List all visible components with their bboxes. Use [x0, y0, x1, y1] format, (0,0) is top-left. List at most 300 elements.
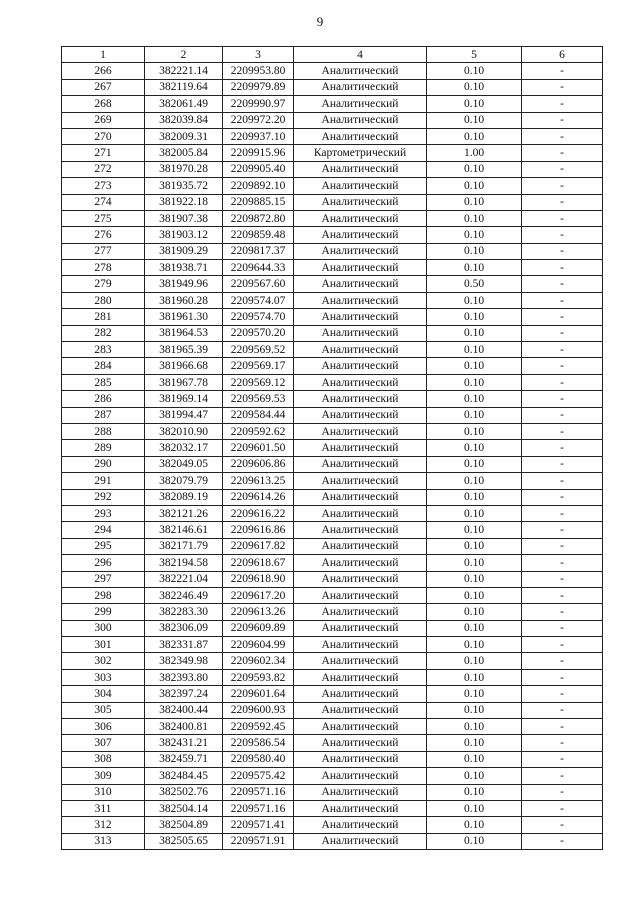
column-header: 5	[427, 47, 522, 63]
accuracy-cell: 0.10	[427, 653, 522, 669]
note-cell: -	[522, 292, 603, 308]
accuracy-cell: 0.10	[427, 768, 522, 784]
column-header: 4	[294, 47, 427, 63]
point-number-cell: 291	[62, 473, 145, 489]
table-row	[62, 145, 603, 161]
note-cell: -	[522, 505, 603, 521]
point-number-cell: 293	[62, 505, 145, 521]
x-coordinate-cell: 381964.53	[145, 325, 223, 341]
table-row	[62, 227, 603, 243]
x-coordinate-cell: 382221.04	[145, 571, 223, 587]
x-coordinate-cell: 382121.26	[145, 505, 223, 521]
method-cell: Аналитический	[294, 538, 427, 554]
x-coordinate-cell: 382349.98	[145, 653, 223, 669]
accuracy-cell: 0.10	[427, 227, 522, 243]
y-coordinate-cell: 2209872.80	[223, 210, 294, 226]
table-row	[62, 719, 603, 735]
y-coordinate-cell: 2209567.60	[223, 276, 294, 292]
x-coordinate-cell: 382009.31	[145, 128, 223, 144]
method-cell: Аналитический	[294, 833, 427, 849]
table-row	[62, 833, 603, 849]
table-row	[62, 456, 603, 472]
method-cell: Аналитический	[294, 161, 427, 177]
x-coordinate-cell: 382504.89	[145, 817, 223, 833]
point-number-cell: 294	[62, 522, 145, 538]
x-coordinate-cell: 381935.72	[145, 178, 223, 194]
method-cell: Аналитический	[294, 505, 427, 521]
point-number-cell: 292	[62, 489, 145, 505]
method-cell: Аналитический	[294, 768, 427, 784]
note-cell: -	[522, 817, 603, 833]
column-header: 3	[223, 47, 294, 63]
method-cell: Аналитический	[294, 391, 427, 407]
x-coordinate-cell: 382061.49	[145, 96, 223, 112]
y-coordinate-cell: 2209592.62	[223, 423, 294, 439]
x-coordinate-cell: 381966.68	[145, 358, 223, 374]
y-coordinate-cell: 2209892.10	[223, 178, 294, 194]
y-coordinate-cell: 2209592.45	[223, 719, 294, 735]
point-number-cell: 303	[62, 669, 145, 685]
accuracy-cell: 0.10	[427, 587, 522, 603]
table-body	[62, 63, 603, 850]
table-row	[62, 817, 603, 833]
accuracy-cell: 0.10	[427, 358, 522, 374]
method-cell: Картометрический	[294, 145, 427, 161]
y-coordinate-cell: 2209600.93	[223, 702, 294, 718]
note-cell: -	[522, 751, 603, 767]
note-cell: -	[522, 325, 603, 341]
page-number: 9	[316, 14, 324, 29]
x-coordinate-cell: 381967.78	[145, 374, 223, 390]
accuracy-cell: 0.10	[427, 669, 522, 685]
point-number-cell: 297	[62, 571, 145, 587]
point-number-cell: 287	[62, 407, 145, 423]
point-number-cell: 276	[62, 227, 145, 243]
note-cell: -	[522, 473, 603, 489]
point-number-cell: 296	[62, 555, 145, 571]
method-cell: Аналитический	[294, 276, 427, 292]
point-number-cell: 267	[62, 79, 145, 95]
note-cell: -	[522, 653, 603, 669]
y-coordinate-cell: 2209584.44	[223, 407, 294, 423]
method-cell: Аналитический	[294, 817, 427, 833]
y-coordinate-cell: 2209905.40	[223, 161, 294, 177]
method-cell: Аналитический	[294, 194, 427, 210]
method-cell: Аналитический	[294, 702, 427, 718]
y-coordinate-cell: 2209601.50	[223, 440, 294, 456]
table-row	[62, 423, 603, 439]
x-coordinate-cell: 381922.18	[145, 194, 223, 210]
note-cell: -	[522, 309, 603, 325]
table-row	[62, 325, 603, 341]
x-coordinate-cell: 382079.79	[145, 473, 223, 489]
method-cell: Аналитический	[294, 489, 427, 505]
accuracy-cell: 0.10	[427, 735, 522, 751]
table-row	[62, 587, 603, 603]
y-coordinate-cell: 2209586.54	[223, 735, 294, 751]
accuracy-cell: 0.10	[427, 719, 522, 735]
table-row	[62, 96, 603, 112]
accuracy-cell: 0.10	[427, 407, 522, 423]
table-row	[62, 505, 603, 521]
accuracy-cell: 0.10	[427, 309, 522, 325]
column-header: 1	[62, 47, 145, 63]
table-row	[62, 243, 603, 259]
accuracy-cell: 0.10	[427, 342, 522, 358]
note-cell: -	[522, 571, 603, 587]
note-cell: -	[522, 112, 603, 128]
table-row	[62, 309, 603, 325]
accuracy-cell: 0.10	[427, 800, 522, 816]
note-cell: -	[522, 358, 603, 374]
note-cell: -	[522, 161, 603, 177]
method-cell: Аналитический	[294, 178, 427, 194]
note-cell: -	[522, 587, 603, 603]
accuracy-cell: 0.10	[427, 456, 522, 472]
table-row	[62, 292, 603, 308]
note-cell: -	[522, 735, 603, 751]
accuracy-cell: 0.10	[427, 194, 522, 210]
accuracy-cell: 0.10	[427, 210, 522, 226]
point-number-cell: 301	[62, 637, 145, 653]
note-cell: -	[522, 456, 603, 472]
accuracy-cell: 0.10	[427, 702, 522, 718]
method-cell: Аналитический	[294, 522, 427, 538]
y-coordinate-cell: 2209817.37	[223, 243, 294, 259]
method-cell: Аналитический	[294, 260, 427, 276]
note-cell: -	[522, 620, 603, 636]
accuracy-cell: 0.10	[427, 423, 522, 439]
y-coordinate-cell: 2209859.48	[223, 227, 294, 243]
note-cell: -	[522, 128, 603, 144]
x-coordinate-cell: 382400.44	[145, 702, 223, 718]
accuracy-cell: 0.10	[427, 63, 522, 79]
point-number-cell: 274	[62, 194, 145, 210]
note-cell: -	[522, 538, 603, 554]
accuracy-cell: 0.10	[427, 571, 522, 587]
x-coordinate-cell: 382039.84	[145, 112, 223, 128]
point-number-cell: 278	[62, 260, 145, 276]
table-row	[62, 702, 603, 718]
note-cell: -	[522, 374, 603, 390]
y-coordinate-cell: 2209601.64	[223, 686, 294, 702]
method-cell: Аналитический	[294, 686, 427, 702]
point-number-cell: 266	[62, 63, 145, 79]
method-cell: Аналитический	[294, 653, 427, 669]
point-number-cell: 300	[62, 620, 145, 636]
point-number-cell: 298	[62, 587, 145, 603]
accuracy-cell: 0.10	[427, 292, 522, 308]
note-cell: -	[522, 63, 603, 79]
table-row	[62, 538, 603, 554]
table-row	[62, 342, 603, 358]
method-cell: Аналитический	[294, 309, 427, 325]
accuracy-cell: 0.10	[427, 817, 522, 833]
table-row	[62, 571, 603, 587]
table-row	[62, 440, 603, 456]
accuracy-cell: 0.10	[427, 243, 522, 259]
point-number-cell: 271	[62, 145, 145, 161]
method-cell: Аналитический	[294, 456, 427, 472]
y-coordinate-cell: 2209616.86	[223, 522, 294, 538]
note-cell: -	[522, 423, 603, 439]
table-row	[62, 620, 603, 636]
note-cell: -	[522, 79, 603, 95]
accuracy-cell: 0.10	[427, 489, 522, 505]
x-coordinate-cell: 382005.84	[145, 145, 223, 161]
note-cell: -	[522, 342, 603, 358]
point-number-cell: 306	[62, 719, 145, 735]
table-row	[62, 161, 603, 177]
accuracy-cell: 0.10	[427, 260, 522, 276]
y-coordinate-cell: 2209616.22	[223, 505, 294, 521]
x-coordinate-cell: 382400.81	[145, 719, 223, 735]
method-cell: Аналитический	[294, 325, 427, 341]
point-number-cell: 311	[62, 800, 145, 816]
point-number-cell: 272	[62, 161, 145, 177]
accuracy-cell: 0.10	[427, 473, 522, 489]
accuracy-cell: 0.10	[427, 440, 522, 456]
method-cell: Аналитический	[294, 784, 427, 800]
note-cell: -	[522, 604, 603, 620]
y-coordinate-cell: 2209575.42	[223, 768, 294, 784]
accuracy-cell: 0.10	[427, 161, 522, 177]
method-cell: Аналитический	[294, 128, 427, 144]
table-row	[62, 751, 603, 767]
table-row	[62, 391, 603, 407]
accuracy-cell: 0.10	[427, 374, 522, 390]
table-row	[62, 735, 603, 751]
point-number-cell: 280	[62, 292, 145, 308]
accuracy-cell: 1.00	[427, 145, 522, 161]
x-coordinate-cell: 382049.05	[145, 456, 223, 472]
column-header: 2	[145, 47, 223, 63]
accuracy-cell: 0.10	[427, 833, 522, 849]
point-number-cell: 282	[62, 325, 145, 341]
x-coordinate-cell: 382393.80	[145, 669, 223, 685]
method-cell: Аналитический	[294, 292, 427, 308]
method-cell: Аналитический	[294, 63, 427, 79]
accuracy-cell: 0.10	[427, 555, 522, 571]
y-coordinate-cell: 2209937.10	[223, 128, 294, 144]
table-row	[62, 686, 603, 702]
x-coordinate-cell: 382221.14	[145, 63, 223, 79]
accuracy-cell: 0.10	[427, 538, 522, 554]
note-cell: -	[522, 719, 603, 735]
note-cell: -	[522, 178, 603, 194]
point-number-cell: 281	[62, 309, 145, 325]
y-coordinate-cell: 2209569.52	[223, 342, 294, 358]
y-coordinate-cell: 2209602.34	[223, 653, 294, 669]
table-row	[62, 522, 603, 538]
y-coordinate-cell: 2209580.40	[223, 751, 294, 767]
note-cell: -	[522, 276, 603, 292]
y-coordinate-cell: 2209571.16	[223, 784, 294, 800]
method-cell: Аналитический	[294, 407, 427, 423]
accuracy-cell: 0.10	[427, 522, 522, 538]
note-cell: -	[522, 522, 603, 538]
method-cell: Аналитический	[294, 751, 427, 767]
method-cell: Аналитический	[294, 571, 427, 587]
method-cell: Аналитический	[294, 374, 427, 390]
y-coordinate-cell: 2209604.99	[223, 637, 294, 653]
x-coordinate-cell: 382306.09	[145, 620, 223, 636]
method-cell: Аналитический	[294, 669, 427, 685]
accuracy-cell: 0.10	[427, 620, 522, 636]
accuracy-cell: 0.10	[427, 751, 522, 767]
note-cell: -	[522, 768, 603, 784]
method-cell: Аналитический	[294, 358, 427, 374]
table-row	[62, 358, 603, 374]
table-row	[62, 79, 603, 95]
point-number-cell: 304	[62, 686, 145, 702]
y-coordinate-cell: 2209990.97	[223, 96, 294, 112]
y-coordinate-cell: 2209614.26	[223, 489, 294, 505]
accuracy-cell: 0.50	[427, 276, 522, 292]
point-number-cell: 309	[62, 768, 145, 784]
x-coordinate-cell: 381965.39	[145, 342, 223, 358]
x-coordinate-cell: 382032.17	[145, 440, 223, 456]
accuracy-cell: 0.10	[427, 112, 522, 128]
point-number-cell: 268	[62, 96, 145, 112]
note-cell: -	[522, 784, 603, 800]
point-number-cell: 290	[62, 456, 145, 472]
table-row	[62, 784, 603, 800]
x-coordinate-cell: 382171.79	[145, 538, 223, 554]
accuracy-cell: 0.10	[427, 686, 522, 702]
x-coordinate-cell: 382146.61	[145, 522, 223, 538]
table-row	[62, 669, 603, 685]
y-coordinate-cell: 2209606.86	[223, 456, 294, 472]
point-number-cell: 269	[62, 112, 145, 128]
accuracy-cell: 0.10	[427, 637, 522, 653]
x-coordinate-cell: 382484.45	[145, 768, 223, 784]
table-row	[62, 194, 603, 210]
table-row	[62, 768, 603, 784]
x-coordinate-cell: 382194.58	[145, 555, 223, 571]
point-number-cell: 270	[62, 128, 145, 144]
accuracy-cell: 0.10	[427, 325, 522, 341]
method-cell: Аналитический	[294, 79, 427, 95]
y-coordinate-cell: 2209644.33	[223, 260, 294, 276]
point-number-cell: 312	[62, 817, 145, 833]
method-cell: Аналитический	[294, 243, 427, 259]
note-cell: -	[522, 669, 603, 685]
method-cell: Аналитический	[294, 473, 427, 489]
accuracy-cell: 0.10	[427, 178, 522, 194]
point-number-cell: 273	[62, 178, 145, 194]
point-number-cell: 277	[62, 243, 145, 259]
x-coordinate-cell: 382089.19	[145, 489, 223, 505]
accuracy-cell: 0.10	[427, 604, 522, 620]
note-cell: -	[522, 833, 603, 849]
x-coordinate-cell: 382505.65	[145, 833, 223, 849]
table-row	[62, 604, 603, 620]
x-coordinate-cell: 382504.14	[145, 800, 223, 816]
point-number-cell: 299	[62, 604, 145, 620]
y-coordinate-cell: 2209617.20	[223, 587, 294, 603]
y-coordinate-cell: 2209609.89	[223, 620, 294, 636]
x-coordinate-cell: 381970.28	[145, 161, 223, 177]
method-cell: Аналитический	[294, 620, 427, 636]
point-number-cell: 286	[62, 391, 145, 407]
note-cell: -	[522, 407, 603, 423]
note-cell: -	[522, 555, 603, 571]
point-number-cell: 288	[62, 423, 145, 439]
method-cell: Аналитический	[294, 604, 427, 620]
table-row	[62, 489, 603, 505]
table-row	[62, 63, 603, 79]
x-coordinate-cell: 381960.28	[145, 292, 223, 308]
table-row	[62, 800, 603, 816]
method-cell: Аналитический	[294, 210, 427, 226]
x-coordinate-cell: 381961.30	[145, 309, 223, 325]
y-coordinate-cell: 2209569.53	[223, 391, 294, 407]
method-cell: Аналитический	[294, 112, 427, 128]
method-cell: Аналитический	[294, 96, 427, 112]
note-cell: -	[522, 243, 603, 259]
point-number-cell: 308	[62, 751, 145, 767]
y-coordinate-cell: 2209953.80	[223, 63, 294, 79]
y-coordinate-cell: 2209574.70	[223, 309, 294, 325]
method-cell: Аналитический	[294, 735, 427, 751]
method-cell: Аналитический	[294, 423, 427, 439]
note-cell: -	[522, 145, 603, 161]
method-cell: Аналитический	[294, 342, 427, 358]
note-cell: -	[522, 194, 603, 210]
x-coordinate-cell: 382331.87	[145, 637, 223, 653]
y-coordinate-cell: 2209885.15	[223, 194, 294, 210]
table-row	[62, 407, 603, 423]
accuracy-cell: 0.10	[427, 96, 522, 112]
x-coordinate-cell: 382502.76	[145, 784, 223, 800]
y-coordinate-cell: 2209571.16	[223, 800, 294, 816]
point-number-cell: 310	[62, 784, 145, 800]
table-row	[62, 374, 603, 390]
y-coordinate-cell: 2209618.67	[223, 555, 294, 571]
point-number-cell: 284	[62, 358, 145, 374]
table-row	[62, 128, 603, 144]
x-coordinate-cell: 381969.14	[145, 391, 223, 407]
column-header: 6	[522, 47, 603, 63]
table-row	[62, 555, 603, 571]
method-cell: Аналитический	[294, 227, 427, 243]
x-coordinate-cell: 382283.30	[145, 604, 223, 620]
table-row	[62, 473, 603, 489]
table-row	[62, 276, 603, 292]
note-cell: -	[522, 702, 603, 718]
x-coordinate-cell: 381949.96	[145, 276, 223, 292]
x-coordinate-cell: 381907.38	[145, 210, 223, 226]
table-row	[62, 210, 603, 226]
y-coordinate-cell: 2209571.41	[223, 817, 294, 833]
table-header-row	[62, 47, 603, 63]
table-row	[62, 112, 603, 128]
method-cell: Аналитический	[294, 440, 427, 456]
note-cell: -	[522, 227, 603, 243]
note-cell: -	[522, 210, 603, 226]
y-coordinate-cell: 2209569.17	[223, 358, 294, 374]
x-coordinate-cell: 381903.12	[145, 227, 223, 243]
y-coordinate-cell: 2209569.12	[223, 374, 294, 390]
point-number-cell: 289	[62, 440, 145, 456]
y-coordinate-cell: 2209617.82	[223, 538, 294, 554]
note-cell: -	[522, 489, 603, 505]
point-number-cell: 313	[62, 833, 145, 849]
y-coordinate-cell: 2209979.89	[223, 79, 294, 95]
y-coordinate-cell: 2209618.90	[223, 571, 294, 587]
x-coordinate-cell: 382010.90	[145, 423, 223, 439]
